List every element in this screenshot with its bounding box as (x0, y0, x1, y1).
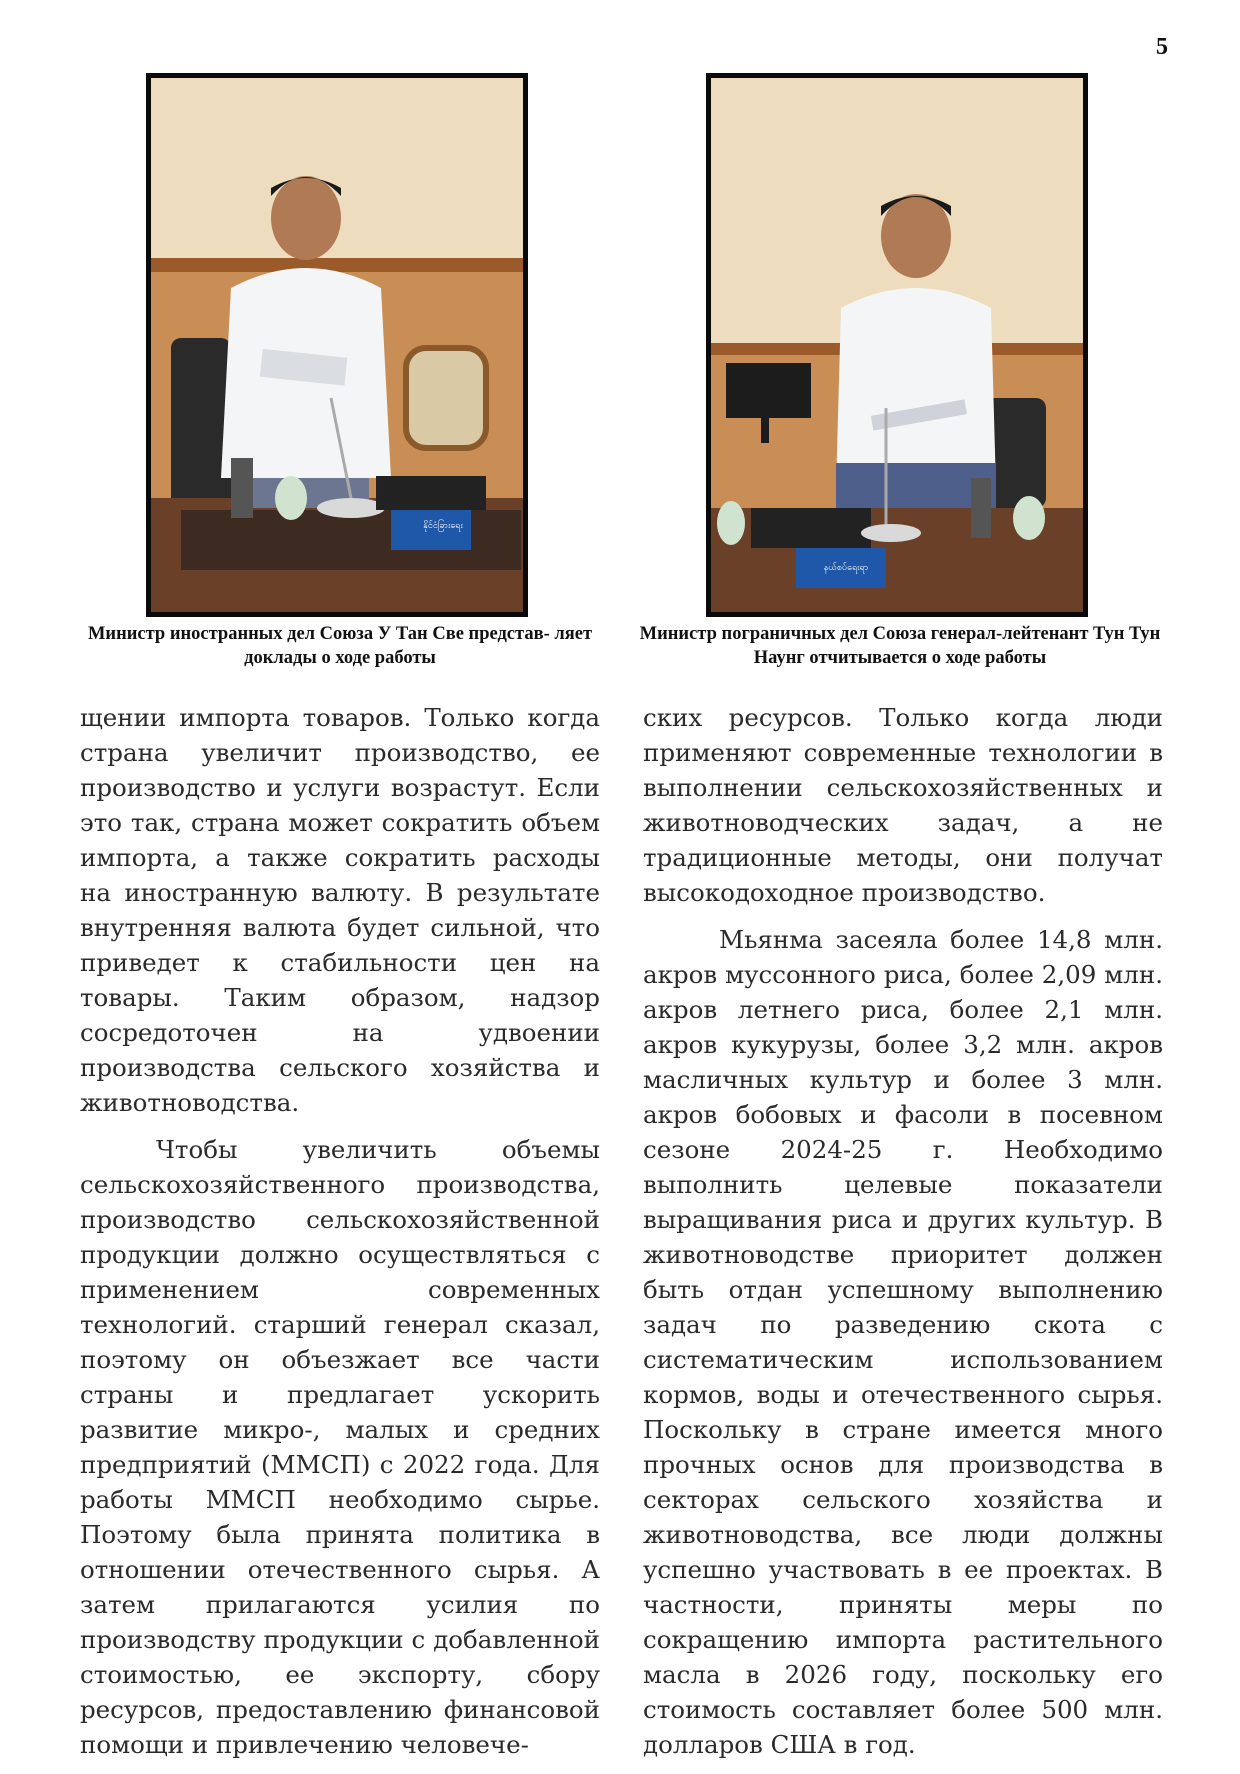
photo-border-minister-image (711, 78, 1083, 612)
text-column-right (643, 700, 1163, 1774)
paragraph: щении импорта товаров. Только когда страна увеличит производство, ее производство и услуги возрастут. Если это так, страна может сократить объем импорта, а также сократить расходы на иностранную валюту. В результате внутренняя валюта будет сильной, что приведет к стабильности цен на товары. Таким образом, надзор сосредоточен на удвоении производства сельского хозяйства и животноводства. (80, 703, 600, 1117)
photo-foreign-minister (146, 73, 528, 617)
text-column-left (80, 700, 600, 1774)
nameplate-foreign-affairs: နိုင်ငံခြားရေး (423, 521, 463, 531)
photo-caption-left: Министр иностранных дел Союза У Тан Све представ- ляет доклады о ходе работы (87, 624, 593, 668)
paragraph: ских ресурсов. Только когда люди применяют современные технологии в выполнении сельскохозяйственных и животноводческих задач, а не традиционные методы, они получат высокодоходное производство. (643, 703, 1163, 907)
page-number: 5 (1156, 34, 1168, 60)
paragraph: Мьянма засеяла более 14,8 млн. акров муссонного риса, более 2,09 млн. акров летнего риса, более 2,1 млн. акров кукурузы, более 3,2 млн. акров масличных культур и более 3 млн. акров бобовых и фасоли в посевном сезоне 2024-25 г. Необходимо выполнить целевые показатели выращивания риса и других культур. В животноводстве приоритет должен быть отдан успешному выполнению задач по разведению скота с систематическим использованием кормов, воды и отечественного сырья. Поскольку в стране имеется много прочных основ для производства в секторах сельского хозяйства и животноводства, все люди должны успешно участвовать в ее проектах. В частности, приняты меры по сокращению импорта растительного масла в 2026 году, поскольку его стоимость составляет более 500 млн. долларов США в год. (643, 925, 1163, 1759)
paragraph: Чтобы увеличить объемы сельскохозяйственного производства, производство сельскохозяйственной продукции должно осуществляться с применением современных технологий. старший генерал сказал, поэтому он объезжает все части страны и предлагает ускорить развитие микро-, малых и средних предприятий (ММСП) с 2022 года. Для работы ММСП необходимо сырье. Поэтому была принята политика в отношении отечественного сырья. А затем прилагаются усилия по производству продукции с добавленной стоимостью, ее экспорту, сбору ресурсов, предоставлению финансовой помощи и привлечению человече- (80, 1135, 600, 1759)
photo-border-minister (706, 73, 1088, 617)
nameplate-border-affairs: နယ်စပ်ရေးရာ (823, 563, 869, 573)
photo-caption-right: Министр пограничных дел Союза генерал-лейтенант Тун Тун Наунг отчитывается о ходе работы (639, 624, 1161, 668)
